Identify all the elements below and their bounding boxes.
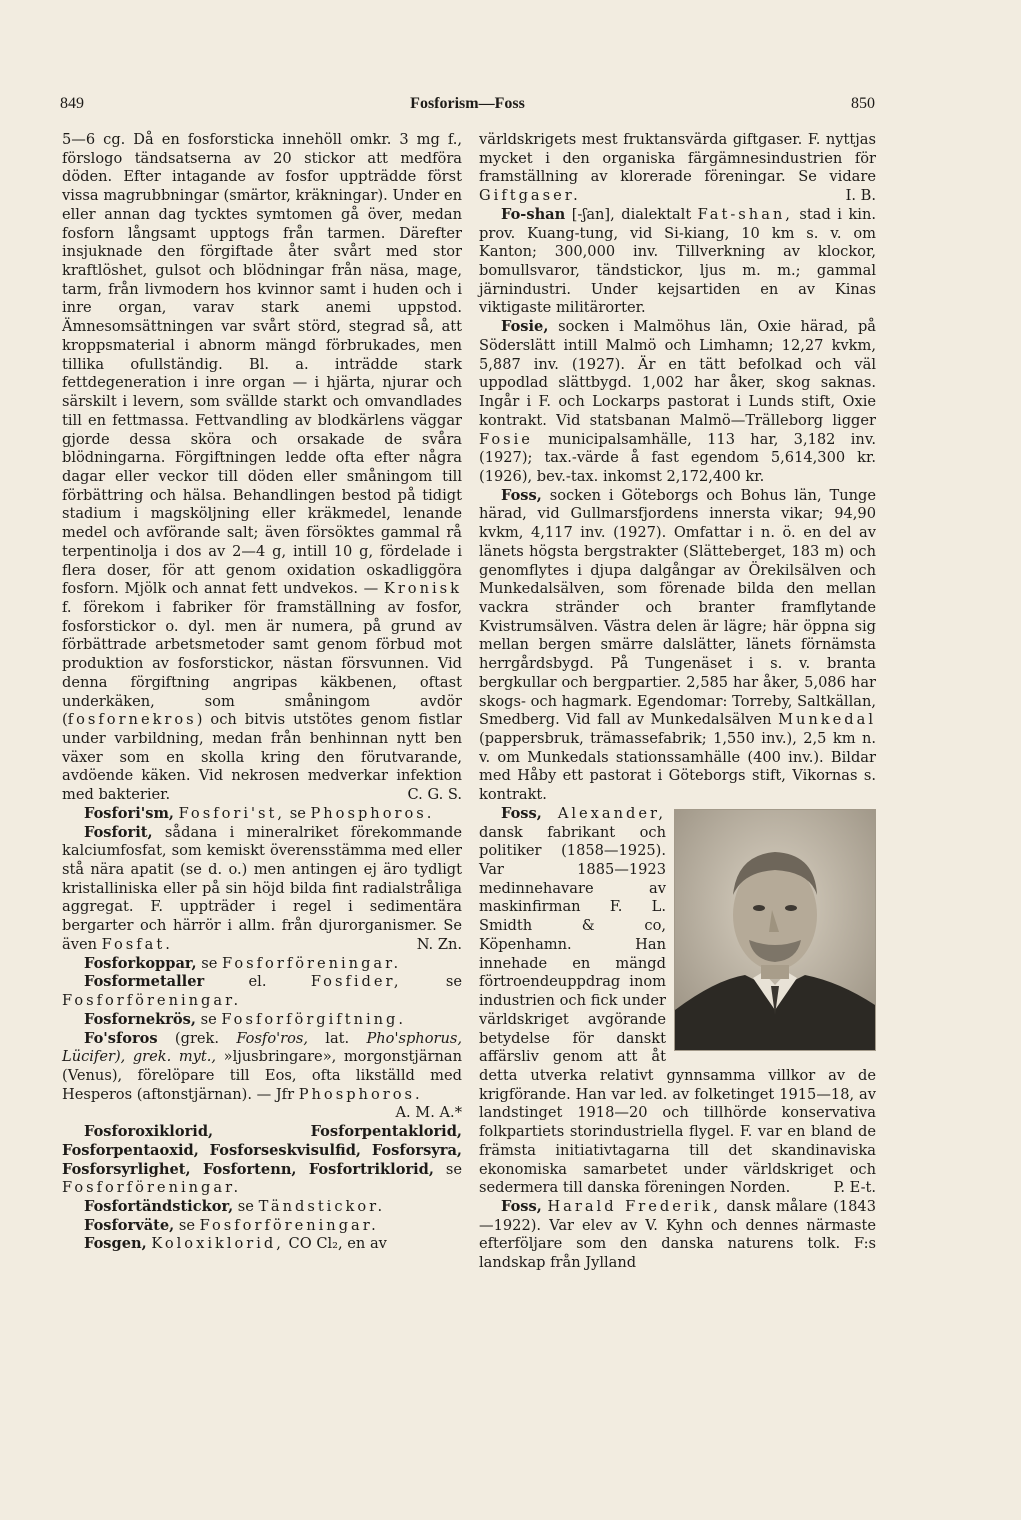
entry-fosfor-continued: 5—6 cg. Då en fosforsticka innehöll omkr. 3 mg f., förslogo tändsatserna av 20 stickor att medföra döden. Efter intagande av fosfor uppträdde först vissa magrubbningar (smärtor, kräkningar). Under en eller annan dag tycktes symtomen gå över, medan fosforn långsamt upptogs från tarmen. Därefter insjuknade den förgiftade åter svårt med stor kraftlöshet, gulsot och blödningar från näsa, mage, tarm, från livmodern hos kvinnor samt i huden och i inre organ, varav stark anemi uppstod. Ämnesomsättningen var svårt störd, stegrad så, att kroppsmaterial i abnorm mängd förbrukades, men tillika ofullständig. Bl. a. inträdde stark fettdegeneration i inre organ — i hjärta, njurar och särskilt i levern, som svällde starkt och omvandlades till en fettmassa. Fettvandling av blodkärlens väggar gjorde dessa sköra och orsakade de svåra blödningarna. Förgiftningen ledde ofta efter några dagar eller veckor till döden eller småningom till förbättring och hälsa. Behandlingen bestod på tidigt stadium i magsköljning eller kräkmedel, lenande medel och avförande salt; även försöktes gammal rå terpentinolja i dos av 2—4 g, intill 10 g, fördelade i flera doser, för att genom oxidation oskadliggöra fosforn. Mjölk och annat fett undvekos. — Kronisk f. förekom i fabriker för framställning av fosfor, fosforstickor o. dyl. men är numera, på grund av förbättrade arbetsmetoder samt genom förbud mot produktion av fosforstickor, nästan försvunnen. Vid denna förgiftning angripas käkbenen, oftast underkäken, som småningom avdör (fosfornekros) och bitvis utstötes genom fistlar under varbildning, medan från benhinnan nytt ben växer som en skolla kring den förutvarande, avdöende käken. Vid nekrosen medverkar infektion med bakterier. C. G. S. xyxy=(62,131,462,804)
page-number-left: 849 xyxy=(60,95,84,112)
page-number-right: 850 xyxy=(851,95,875,112)
signature: P. E-t. xyxy=(833,1179,876,1197)
entry-foss-socken: Foss, socken i Göteborgs och Bohus län, Tunge härad, vid Gullmarsfjordens innersta vikar; 94,90 kvkm, 4,117 inv. (1927). Omfattar i n. ö. en del av länets högsta bergstrakter (Slätteberget, 183 m) och genomflytes i djupa dalgångar av Örekilsälven och Munkedalsälven, som förenade bilda den mellan vackra stränder och branter framflytande Kvistrumsälven. Västra delen är lägre; här öppna sig mellan bergen smärre dalslätter, länets förnämsta herrgårdsbygd. På Tungenäset i s. v. branta bergkullar och bergpartier. 2,585 har åker, 5,086 har skogs- och hagmark. Egendomar: Torreby, Saltkällan, Smedberg. Vid fall av Munkedalsälven Munkedal (pappersbruk, trämassefabrik; 1,550 inv.), 2,5 km n. v. om Munkedals stationssamhälle (400 inv.). Bildar med Håby ett pastorat i Göteborgs stift, Vikornas s. kontrakt. xyxy=(479,486,876,804)
signature: C. G. S. xyxy=(407,786,462,804)
entry-fosformetaller: Fosformetaller el. Fosfider, se Fosforföreningar. xyxy=(62,973,462,1010)
page-title: Fosforism—Foss xyxy=(410,95,525,112)
running-head xyxy=(60,95,875,117)
entry-fosfortandstickor: Fosfortändstickor, se Tändstickor. xyxy=(84,1197,386,1215)
entry-foss-alexander: Foss, Alexander, dansk fabrikant och politiker (1858—1925). Var 1885—1923 medinnehavare av maskinfirman F. L. Smidth & co, Köpenhamn. Han innehade en mängd förtroendeuppdrag inom industrien och fick under världskriget avgörande betydelse för danskt affärsliv genom att åt detta utverka relativt gynnsamma villkor av de krigförande. Han var led. av folketinget 1915—18, av landstinget 1918—20 och tillhörde konservativa folkpartiets storindustriella flygel. F. var en bland de främsta initiativtagarna till det skandinaviska ekonomiska samarbetet under världskriget och sedermera till danska föreningen Norden. P. E-t. xyxy=(479,804,876,1197)
entry-fosie: Fosie, socken i Malmöhus län, Oxie härad, på Söderslätt intill Malmö och Limhamn; 12,27 kvkm, 5,887 inv. (1927). Är en tätt befolkad och väl uppodlad slättbygd. 1,002 har åker, skog saknas. Ingår i F. och Lockarps pastorat i Lunds stift, Oxie kontrakt. Vid statsbanan Malmö—Trälleborg ligger Fosie municipalsamhälle, 113 har, 3,182 inv. (1927); tax.-värde å fast egendom 5,614,300 kr. (1926), bev.-tax. inkomst 2,172,400 kr. xyxy=(479,318,876,485)
entry-fosforit: Fosforit, sådana i mineralriket förekommande kalciumfosfat, som kemiskt överensstämma med eller stå nära apatit (se d. o.) men antingen ej äro tydligt kristalliniska eller på sin höjd bilda fint radialstråliga aggregat. F. uppträder i regel i sedimentära bergarter och härrör i allm. från djurorganismer. Se även Fosfat. N. Zn. xyxy=(62,823,462,953)
entry-fosgen-continued: världskrigets mest fruktansvärda giftgaser. F. nyttjas mycket i den organiska färgämnesindustrien för framställning av klorerade föreningar. Se vidare Giftgaser. I. B. xyxy=(479,131,876,205)
entry-fo-shan: Fo-shan [-ʃan], dialektalt Fat-shan, stad i kin. prov. Kuang-tung, vid Si-kiang, 10 km s. v. om Kanton; 300,000 inv. Tillverkning av klockor, bomullsvaror, tändstickor, ljus m. m.; gammal järnindustri. Under kejsartiden en av Kinas viktigaste militärorter. xyxy=(479,205,876,317)
entry-fosforism: Fosfori'sm, Fosfori'st, se Phosphoros. xyxy=(84,804,435,822)
right-column xyxy=(479,131,876,1273)
signature: A. M. A.* xyxy=(395,1104,462,1122)
entry-fosforos: Fo'sforos (grek. Fosfo'ros, lat. Pho'sphorus, Lücifer), grek. myt., »ljusbringare», morgonstjärnan (Venus), förelöpare till Eos, ofta likställd med Hesperos (aftonstjärnan). — Jfr Phosphoros. A. M. A.* xyxy=(62,1029,463,1122)
entry-fosforkoppar: Fosforkoppar, se Fosforföreningar. xyxy=(84,954,402,972)
portrait-photo xyxy=(674,809,876,1051)
portrait-illustration xyxy=(675,810,875,1050)
entry-fosforvate: Fosforväte, se Fosforföreningar. xyxy=(84,1216,379,1234)
signature: N. Zn. xyxy=(416,935,462,953)
signature: I. B. xyxy=(845,187,876,205)
entry-fosfornekros: Fosfornekrös, se Fosforförgiftning. xyxy=(84,1010,407,1028)
entry-fosforoxiklorid: Fosforoxiklorid, Fosforpentaklorid, Fosforpentaoxid, Fosforseskvisulfid, Fosforsyra, Fosforsyrlighet, Fosfortenn, Fosfortriklorid, se Fosforföreningar. xyxy=(62,1123,463,1197)
entry-foss-harald: Foss, Harald Frederik, dansk målare (1843—1922). Var elev av V. Kyhn och dennes närmaste efterföljare som den danska naturens tolk. F:s landskap från Jylland xyxy=(479,1197,876,1272)
entry-fosgen: Fosgen, Koloxiklorid, CO Cl₂, en av xyxy=(84,1235,387,1253)
left-column xyxy=(62,131,462,1254)
